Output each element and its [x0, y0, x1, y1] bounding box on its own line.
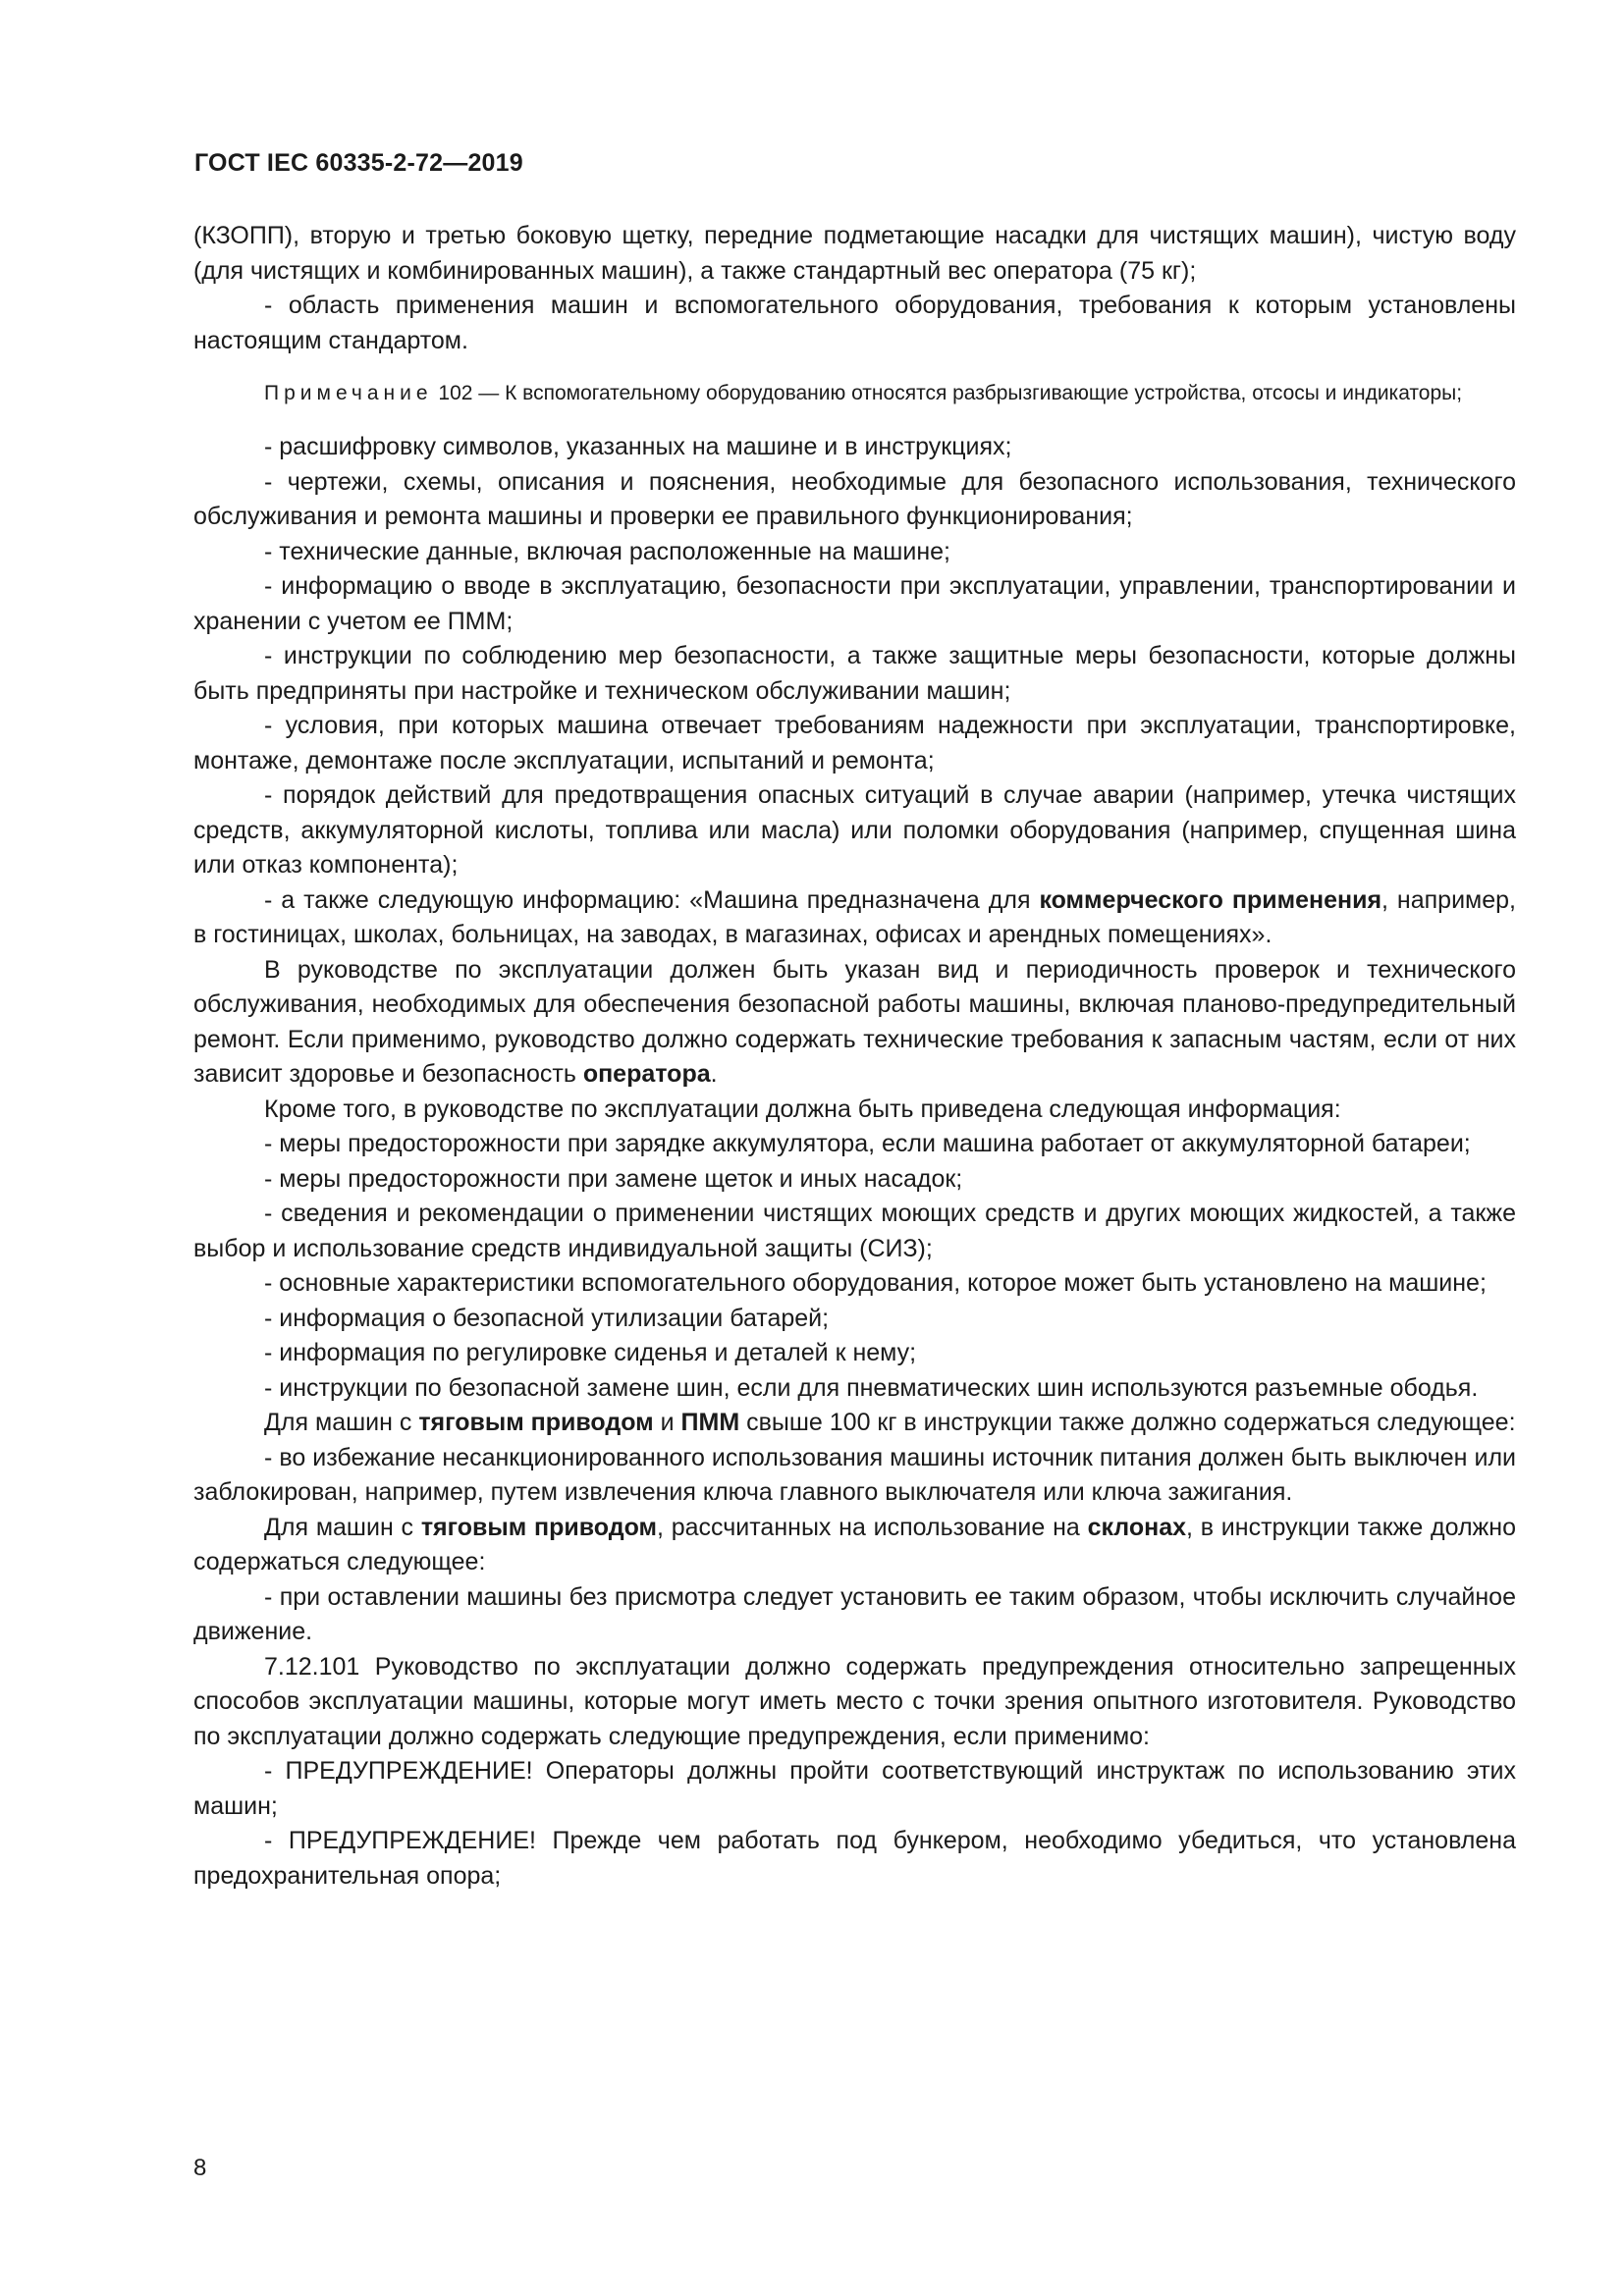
list-item: - чертежи, схемы, описания и пояснения, необходимые для безопасного использования, технического обслуживания и ремонта машины и проверки ее правильного функционирования; [193, 467, 1516, 530]
clause-paragraph: 7.12.101 Руководство по эксплуатации должно содержать предупреждения относительно запрещенных способов эксплуатации машины, которые могут иметь место с точки зрения опытного изготовителя. Руководство по эксплуатации должно содержать следующие предупреждения, если применимо: [193, 1652, 1516, 1750]
list-item: - сведения и рекомендации о применении чистящих моющих средств и других моющих жидкостей, а также выбор и использование средств индивидуальной защиты (СИЗ); [193, 1200, 1516, 1262]
term-bold: оператора [582, 1060, 711, 1088]
term-bold: склонах [1087, 1513, 1187, 1541]
list-item [193, 883, 1516, 953]
list-item: - информацию о вводе в эксплуатацию, безопасности при эксплуатации, управлении, транспортировании и хранении с учетом ее ПММ; [193, 572, 1516, 635]
list-item: - информация о безопасной утилизации батарей; [264, 1304, 830, 1332]
text-run: , в инструкции также должно содержаться следующее: [193, 1513, 1516, 1575]
text-run: , например, в гостиницах, школах, больницах, на заводах, в магазинах, офисах и арендных помещениях». [193, 885, 1516, 948]
paragraph [193, 953, 1516, 1093]
term-bold: коммерческого применения [1039, 885, 1382, 914]
list-item: - инструкции по безопасной замене шин, если для пневматических шин используются разъемные ободья. [264, 1373, 1479, 1402]
list-item: - инструкции по соблюдению мер безопасности, а также защитные меры безопасности, которые должны быть предприняты при настройке и техническом обслуживании машин; [193, 642, 1516, 705]
list-item: - меры предосторожности при зарядке аккумулятора, если машина работает от аккумуляторной батареи; [264, 1130, 1471, 1157]
paragraph [193, 1511, 1516, 1580]
warning-item: - ПРЕДУПРЕЖДЕНИЕ! Прежде чем работать под бункером, необходимо убедиться, что установлена предохранительная опора; [193, 1827, 1516, 1890]
text-run: - а также следующую информацию: «Машина предназначена для [264, 885, 1040, 914]
list-item: - при оставлении машины без присмотра следует установить ее таким образом, чтобы исключить случайное движение. [193, 1582, 1516, 1645]
text-run: свыше 100 кг в инструкции также должно содержаться следующее: [739, 1409, 1516, 1436]
note-text: 102 — К вспомогательному оборудованию относятся разбрызгивающие устройства, отсосы и индикаторы; [432, 382, 1463, 404]
warning-item: - ПРЕДУПРЕЖДЕНИЕ! Операторы должны пройти соответствующий инструктаж по использованию этих машин; [193, 1757, 1516, 1820]
standard-header: ГОСТ IEC 60335-2-72—2019 [194, 149, 523, 177]
text-run: . [710, 1060, 718, 1088]
list-item: - порядок действий для предотвращения опасных ситуаций в случае аварии (например, утечка чистящих средств, аккумуляторной кислоты, топлива или масла) или поломки оборудования (например, спущенная шина или отказ компонента); [193, 781, 1516, 879]
term-bold: тяговым приводом [420, 1513, 658, 1541]
text-run: , рассчитанных на использование на [657, 1513, 1088, 1541]
text-run: В руководстве по эксплуатации должен быть указан вид и периодичность проверок и технического обслуживания, необходимых для обеспечения безопасной работы машины, включая планово-предупредительный ремонт. Если применимо, руководство должно содержать технические требования к запасным частям, если от них зависит здоровье и безопасность [193, 955, 1516, 1088]
term-bold: тяговым приводом [418, 1409, 654, 1436]
list-item: - область применения машин и вспомогательного оборудования, требования к которым установлены настоящим стандартом. [193, 292, 1516, 354]
paragraph [193, 1406, 1516, 1441]
text-run: Для машин с [264, 1513, 421, 1541]
text-run: и [653, 1409, 681, 1436]
page-number: 8 [193, 2155, 207, 2181]
list-item: - условия, при которых машина отвечает требованиям надежности при эксплуатации, транспортировке, монтаже, демонтаже после эксплуатации, испытаний и ремонта; [193, 712, 1516, 774]
list-item: - информация по регулировке сиденья и деталей к нему; [264, 1339, 917, 1366]
paragraph: Кроме того, в руководстве по эксплуатации должна быть приведена следующая информация: [264, 1095, 1341, 1123]
text-run: Для машин с [264, 1409, 419, 1436]
list-item: - во избежание несанкционированного использования машины источник питания должен быть выключен или заблокирован, например, путем извлечения ключа главного выключателя или ключа зажигания. [193, 1443, 1516, 1506]
list-item: - основные характеристики вспомогательного оборудования, которое может быть установлено на машине; [264, 1269, 1487, 1297]
note [193, 378, 1516, 408]
list-item: - меры предосторожности при замене щеток и иных насадок; [264, 1164, 963, 1193]
document-body [193, 219, 1516, 1894]
list-item: - расшифровку символов, указанных на машине и в инструкциях; [264, 433, 1012, 460]
list-item: - технические данные, включая расположенные на машине; [264, 537, 950, 565]
note-label: Примечание [264, 382, 433, 404]
paragraph: (КЗОПП), вторую и третью боковую щетку, передние подметающие насадки для чистящих машин), чистую воду (для чистящих и комбинированных машин), а также стандартный вес оператора (75 кг); [193, 222, 1516, 285]
term-bold: ПММ [680, 1409, 740, 1436]
